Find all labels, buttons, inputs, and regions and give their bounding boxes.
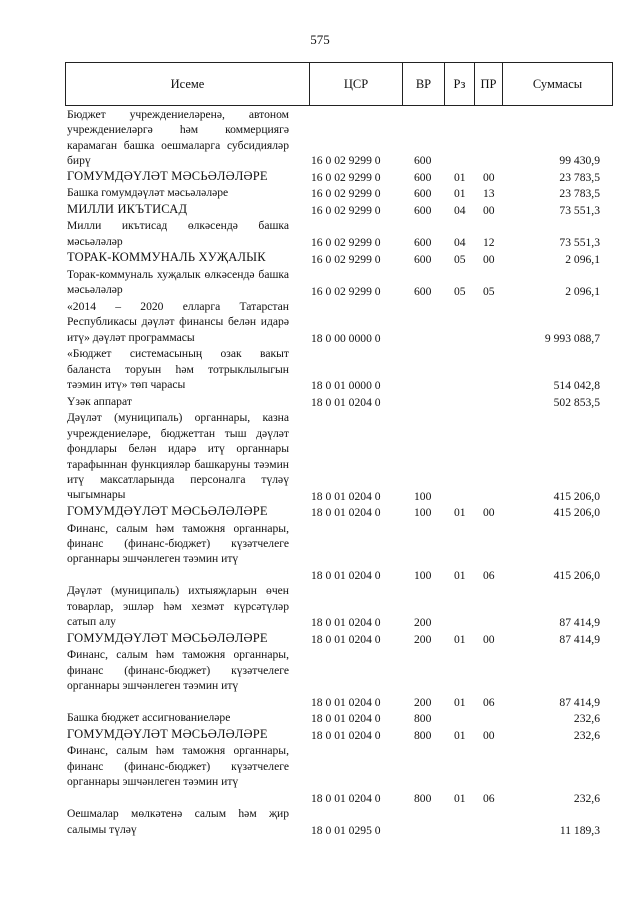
row-vr: 200 [414,632,432,646]
row-csr: 18 0 01 0000 0 [311,379,381,393]
header-rz: Рз [444,63,474,105]
row-vr: 800 [414,728,432,742]
row-sum: 73 551,3 [559,235,600,249]
table-row [0,521,640,584]
row-sum: 23 783,5 [559,170,600,184]
row-rz: 01 [454,728,466,742]
row-sum: 11 189,3 [559,823,600,837]
row-vr: 600 [414,284,432,298]
row-csr: 18 0 01 0204 0 [311,791,381,805]
table-row [0,504,640,521]
row-name: ГОМУМДӘҮЛӘТ МӘСЬӘЛӘЛӘРЕ [67,630,268,645]
table-row [0,107,640,169]
header-pr: ПР [474,63,502,105]
table-row [0,710,640,727]
row-csr: 18 0 01 0204 0 [311,728,381,742]
row-csr: 16 0 02 9299 0 [311,284,381,298]
row-name: Торак-коммуналь хуҗалык өлкәсендә башка мәсьәләләр [67,267,289,297]
row-name: Финанс, салым һәм таможня органнары, финанс (финанс-бюджет) күзәтчелеге органнары эшчәнлеген тәэмин итү [67,521,289,566]
row-vr: 200 [414,695,432,709]
header-vr: ВР [402,63,444,105]
row-name: ТОРАК-КОММУНАЛЬ ХУҖАЛЫК [67,250,266,265]
row-rz: 04 [454,203,466,217]
row-vr: 100 [414,506,432,520]
row-csr: 16 0 02 9299 0 [311,187,381,201]
table-row [0,394,640,411]
row-sum: 415 206,0 [553,506,600,520]
table-row [0,727,640,744]
row-vr: 600 [414,203,432,217]
row-sum: 415 206,0 [553,489,600,503]
row-csr: 18 0 01 0295 0 [311,823,381,837]
row-sum: 232,6 [573,728,600,742]
row-csr: 18 0 00 0000 0 [311,331,381,345]
header-sum: Суммасы [502,63,612,105]
row-pr: 00 [483,632,495,646]
row-csr: 18 0 01 0204 0 [311,568,381,582]
row-sum: 232,6 [573,712,600,726]
row-rz: 05 [454,284,466,298]
row-sum: 87 414,9 [559,695,600,709]
row-csr: 18 0 01 0204 0 [311,695,381,709]
row-sum: 232,6 [573,791,600,805]
row-sum: 87 414,9 [559,616,600,630]
row-vr: 200 [414,616,432,630]
row-rz: 01 [454,632,466,646]
row-rz: 01 [454,791,466,805]
row-pr: 00 [483,728,495,742]
row-vr: 800 [414,712,432,726]
row-name: Финанс, салым һәм таможня органнары, финанс (финанс-бюджет) күзәтчелеге органнары эшчәнлеген тәэмин итү [67,744,289,789]
row-name: Дәүләт (муниципаль) органнары, казна учреждениеләре, бюджеттан тыш дәүләт фондлары белән идарә итү органнары тарафыннан функцияләр башкаруны тәэмин итү максатларында персоналга түләү чыгымнары [67,411,289,502]
row-sum: 73 551,3 [559,203,600,217]
row-name: «2014 – 2020 елларга Татарстан Республикасы дәүләт финансы белән идарә итү» дәүләт программасы [67,299,289,344]
row-rz: 01 [454,506,466,520]
row-pr: 13 [483,187,495,201]
row-pr: 06 [483,695,495,709]
row-csr: 16 0 02 9299 0 [311,252,381,266]
row-sum: 9 993 088,7 [544,331,600,345]
row-sum: 87 414,9 [559,632,600,646]
row-csr: 18 0 01 0204 0 [311,712,381,726]
row-csr: 16 0 02 9299 0 [311,235,381,249]
row-pr: 00 [483,506,495,520]
table-row [0,410,640,504]
row-rz: 01 [454,568,466,582]
table-row [0,202,640,219]
row-vr: 800 [414,791,432,805]
row-name: Милли икътисад өлкәсендә башка мәсьәләләр [67,219,289,248]
row-pr: 06 [483,791,495,805]
row-csr: 18 0 01 0204 0 [311,395,381,409]
table-header [65,62,613,106]
row-csr: 16 0 02 9299 0 [311,170,381,184]
row-pr: 00 [483,203,495,217]
row-pr: 05 [483,284,495,298]
row-vr: 600 [414,235,432,249]
table-row [0,743,640,806]
table-row [0,647,640,710]
row-csr: 16 0 02 9299 0 [311,203,381,217]
row-name: Башка гомумдәүләт мәсьәләләре [67,186,229,200]
table-row [0,250,640,267]
row-vr: 600 [414,170,432,184]
row-name: ГОМУМДӘҮЛӘТ МӘСЬӘЛӘЛӘРЕ [67,726,268,741]
table-row [0,346,640,393]
row-csr: 18 0 01 0204 0 [311,489,381,503]
table-row [0,806,640,838]
row-sum: 23 783,5 [559,187,600,201]
row-sum: 502 853,5 [553,395,600,409]
row-sum: 2 096,1 [565,252,600,266]
row-rz: 04 [454,235,466,249]
table-row [0,185,640,202]
row-name: ГОМУМДӘҮЛӘТ МӘСЬӘЛӘЛӘРЕ [67,168,268,183]
row-csr: 18 0 01 0204 0 [311,616,381,630]
row-name: Финанс, салым һәм таможня органнары, финанс (финанс-бюджет) күзәтчелеге органнары эшчәнлеген тәэмин итү [67,648,289,693]
row-vr: 600 [414,252,432,266]
row-sum: 514 042,8 [553,379,600,393]
row-rz: 01 [454,187,466,201]
row-sum: 99 430,9 [559,154,600,168]
row-name: Оешмалар мөлкәтенә салым һәм җир салымы түләү [67,807,289,836]
row-csr: 18 0 01 0204 0 [311,506,381,520]
row-vr: 600 [414,154,432,168]
table-row [0,169,640,186]
row-name: Үзәк аппарат [67,394,132,408]
row-rz: 01 [454,170,466,184]
row-name: Дәүләт (муниципаль) ихтыяҗларын өчен товарлар, эшләр һәм хезмәт күрсәтүләр сатып алу [67,584,289,629]
row-name: Бюджет учреждениеләренә, автоном учреждениеләргә һәм коммерциягә карамаган башка оешмаларга субсидияләр бирү [67,108,289,168]
table-row [0,583,640,630]
row-rz: 01 [454,695,466,709]
row-csr: 16 0 02 9299 0 [311,154,381,168]
table-row [0,299,640,346]
row-sum: 415 206,0 [553,568,600,582]
row-sum: 2 096,1 [565,284,600,298]
table-row [0,218,640,250]
row-vr: 100 [414,489,432,503]
table-body [0,107,640,838]
row-csr: 18 0 01 0204 0 [311,632,381,646]
header-name: Исеме [170,77,205,91]
row-name: «Бюджет системасының озак вакыт баланста торуын һәм тотрыклылыгын тәэмин итү» төп чарасы [67,347,289,392]
row-vr: 100 [414,568,432,582]
row-pr: 00 [483,252,495,266]
row-pr: 06 [483,568,495,582]
row-rz: 05 [454,252,466,266]
row-name: МИЛЛИ ИКЪТИСАД [67,201,188,216]
row-vr: 600 [414,187,432,201]
row-name: Башка бюджет ассигнованиеләре [67,711,231,725]
page-number: 575 [310,32,330,47]
row-name: ГОМУМДӘҮЛӘТ МӘСЬӘЛӘЛӘРЕ [67,503,268,518]
table-row [0,631,640,648]
header-csr: ЦСР [309,63,402,105]
row-pr: 12 [483,235,495,249]
table-row [0,267,640,299]
row-pr: 00 [483,170,495,184]
